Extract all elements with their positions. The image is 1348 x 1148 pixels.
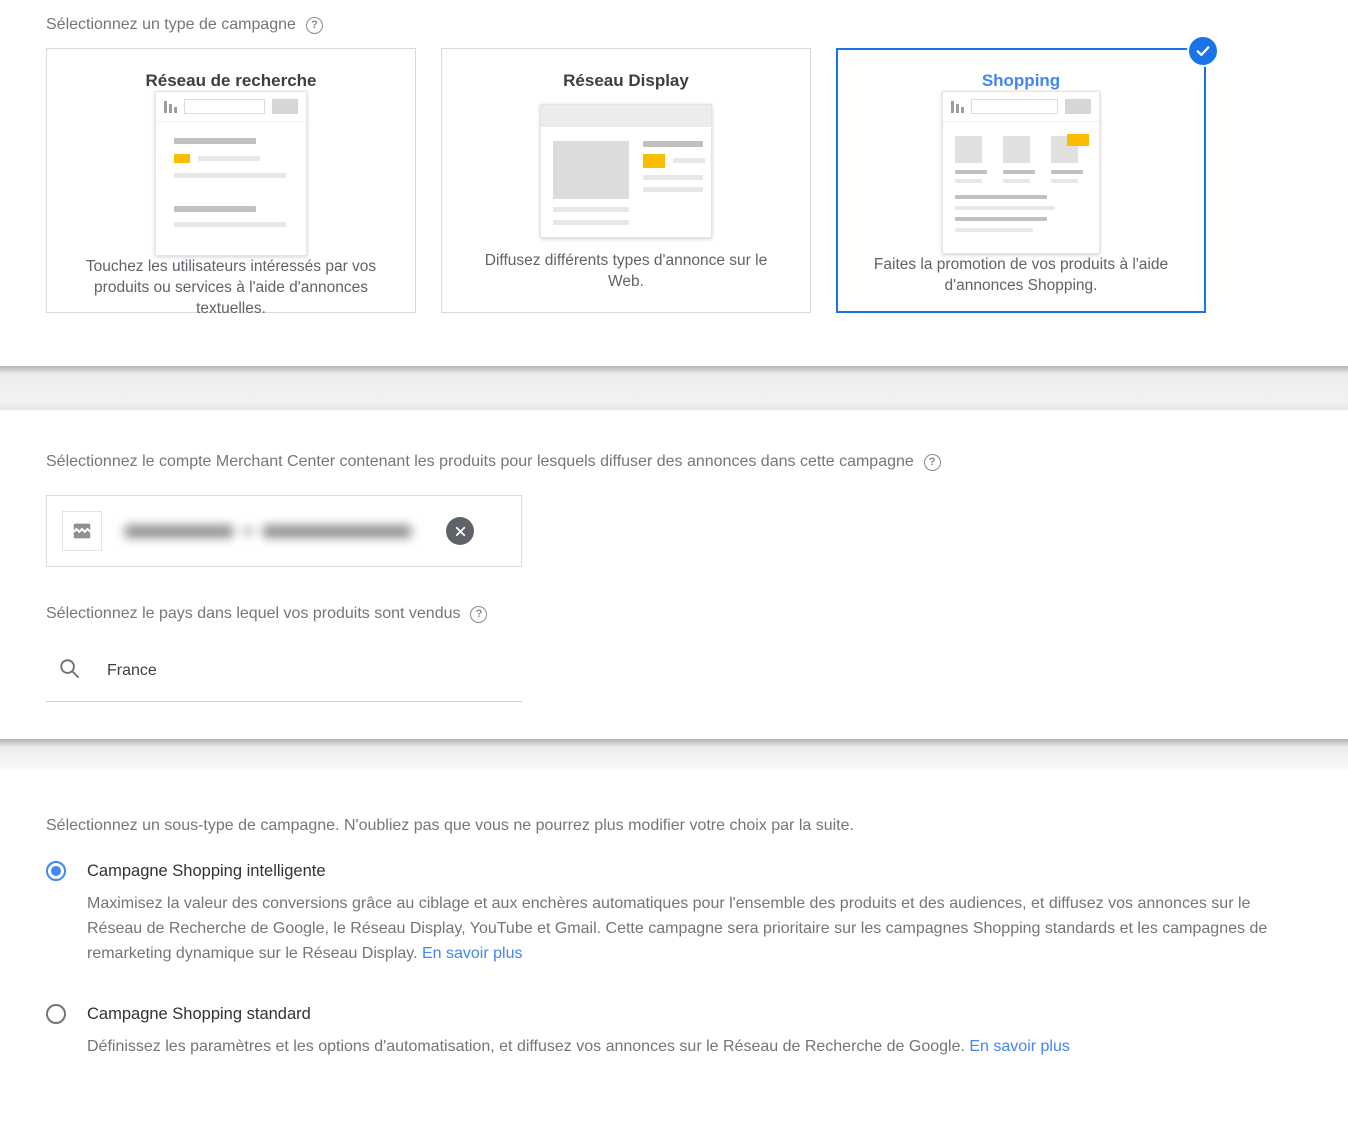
browser-topbar [156,92,306,122]
help-icon[interactable]: ? [306,17,323,34]
card-title: Shopping [981,71,1061,90]
merchant-center-section [0,411,1348,702]
logo-bars-icon [164,101,177,113]
radio-unselected-icon[interactable] [46,1004,66,1024]
redacted-account-text [124,525,412,538]
search-icon [58,657,81,685]
option-standard-shopping-radio-row[interactable] [46,1004,1302,1024]
country-value: France [107,662,157,679]
search-ad-illustration [155,91,307,256]
campaign-type-cards [46,48,1302,317]
card-display-network[interactable] [441,48,811,313]
merchant-account-label-text: Sélectionnez le compte Merchant Center contenant les produits pour lesquels diffuser des annonces dans cette campagne [46,453,914,470]
section-divider [0,739,1348,771]
campaign-type-section [0,0,1348,317]
remove-account-button[interactable] [446,517,474,545]
search-box-shape [971,99,1058,114]
subtype-label [46,817,1302,835]
card-title: Réseau Display [563,71,689,90]
help-icon[interactable]: ? [924,454,941,471]
card-description: Touchez les utilisateurs intéressés par vos produits ou services à l'aide d'annonces textuelles. [85,258,377,317]
merchant-center-icon [62,511,102,551]
ad-badge [1067,134,1089,146]
subtype-label-text: Sélectionnez un sous-type de campagne. N'oubliez pas que vous ne pourrez plus modifier votre choix par la suite. [46,817,854,834]
display-ad-unit [643,141,705,225]
logo-bars-icon [951,101,964,113]
option-standard-shopping [46,1004,1302,1059]
card-shopping[interactable] [836,48,1206,313]
browser-topbar [943,92,1099,122]
card-title: Réseau de recherche [145,71,317,90]
learn-more-link[interactable]: En savoir plus [421,945,523,962]
subtype-section [0,771,1348,1059]
radio-selected-icon[interactable] [46,861,66,881]
option-label: Campagne Shopping standard [87,1004,311,1023]
help-icon[interactable]: ? [470,606,487,623]
display-ad-illustration [540,104,712,238]
campaign-type-label-text: Sélectionnez un type de campagne [46,16,296,33]
ad-badge [643,154,665,168]
option-smart-shopping-radio-row[interactable] [46,861,1302,881]
country-label [46,605,1302,623]
card-search-network[interactable] [46,48,416,317]
merchant-account-chip[interactable] [46,495,522,567]
product-results-mock [943,122,1099,253]
selected-check-icon [1187,35,1219,67]
campaign-type-label [46,16,1302,34]
country-label-text: Sélectionnez le pays dans lequel vos produits sont vendus [46,605,461,622]
card-description: Faites la promotion de vos produits à l'aide d'annonces Shopping. [873,256,1169,294]
shopping-ad-illustration [942,91,1100,254]
search-button-shape [272,99,298,114]
option-description: Maximisez la valeur des conversions grâce au ciblage et aux enchères automatiques pour l'ensemble des produits et des audiences, et diffusez vos annonces sur le Réseau de Recherche de Google, le Réseau Display, YouTube et Gmail. Cette campagne sera prioritaire sur les campagnes Shopping standards et les campagnes de remarketing dynamique sur le Réseau Display. En savoir plus [87,895,1268,962]
merchant-account-label [46,453,1302,471]
search-results-mock [156,122,306,255]
country-search-input[interactable] [46,647,522,702]
option-description: Définissez les paramètres et les options d'automatisation, et diffusez vos annonces sur le Réseau de Recherche de Google. En savoir plus [87,1038,1070,1055]
card-description: Diffusez différents types d'annonce sur le Web. [484,252,768,290]
search-box-shape [184,99,265,114]
section-divider [0,366,1348,411]
search-button-shape [1065,99,1091,114]
option-smart-shopping [46,861,1302,966]
option-label: Campagne Shopping intelligente [87,861,326,880]
article-block [553,141,629,225]
learn-more-link[interactable]: En savoir plus [969,1038,1070,1055]
page-header-shape [541,105,711,127]
